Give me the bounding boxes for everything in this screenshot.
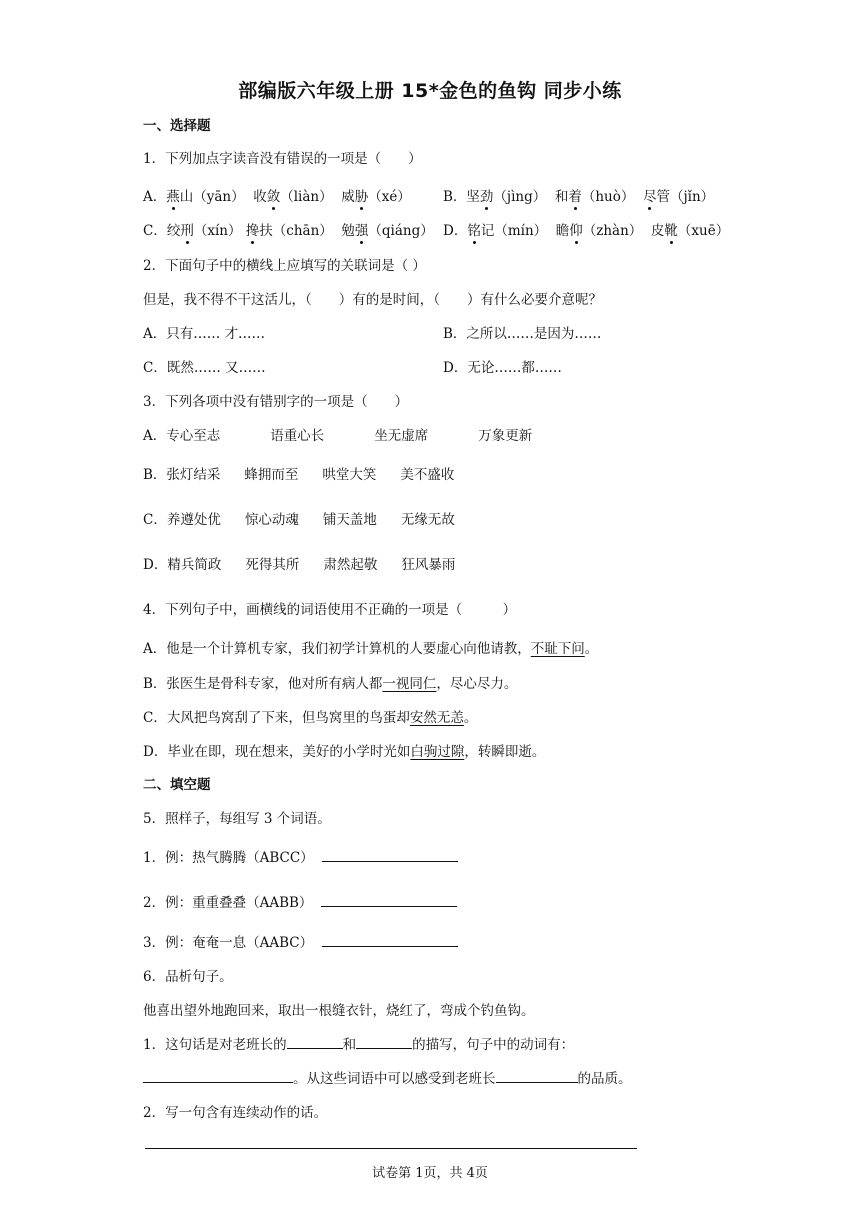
question-6-line-2: 。从这些词语中可以感受到老班长 的品质。 [143, 1067, 632, 1087]
question-4-option-d: D．毕业在即，现在想来，美好的小学时光如白驹过隙，转瞬即逝。 [143, 744, 546, 760]
question-4-stem: 4．下列句子中，画横线的词语使用不正确的一项是（ ） [143, 602, 517, 618]
question-1-option-d: D．铭记（mín） 瞻仰（zhàn） 皮靴（xuē） [443, 219, 729, 239]
question-2-option-a: A．只有…… 才…… [143, 326, 266, 342]
answer-blank[interactable] [287, 1036, 343, 1049]
question-1-option-c: C．绞刑（xín） 搀扶（chān） 勉强（qiáng） [143, 219, 434, 239]
question-5-item-2: 2．例：重重叠叠（AABB） [143, 891, 457, 911]
question-3-option-c: C．养遵处优 惊心动魂 铺天盖地 无缘无故 [143, 512, 455, 528]
question-1-option-a: A．燕山（yān） 收敛（liàn） 威胁（xé） [143, 185, 411, 205]
question-3-option-a: A．专心至志 语重心长 坐无虚席 万象更新 [143, 428, 533, 444]
question-2-option-d: D．无论……都…… [443, 360, 562, 376]
question-2-option-c: C．既然…… 又…… [143, 360, 266, 376]
question-2-sentence: 但是，我不得不干这活儿，（ ）有的是时间，（ ）有什么必要介意呢？ [143, 292, 602, 308]
page-footer: 试卷第 1页，共 4页 [372, 1166, 488, 1181]
question-5-stem: 5．照样子，每组写 3 个词语。 [143, 811, 331, 827]
section-heading-choice: 一、选择题 [143, 118, 211, 134]
page-title: 部编版六年级上册 15*金色的鱼钩 同步小练 [238, 80, 622, 102]
answer-line[interactable] [145, 1148, 637, 1149]
question-4-option-c: C．大风把鸟窝刮了下来，但鸟窝里的鸟蛋却安然无恙。 [143, 710, 478, 726]
question-4-option-a: A．他是一个计算机专家，我们初学计算机的人要虚心向他请教，不耻下问。 [143, 641, 599, 657]
question-3-option-d: D．精兵简政 死得其所 肃然起敬 狂风暴雨 [143, 557, 456, 573]
answer-blank[interactable] [322, 849, 458, 862]
question-4-option-b: B．张医生是骨科专家，他对所有病人都一视同仁，尽心尽力。 [143, 676, 518, 692]
question-6-line-3: 2．写一句含有连续动作的话。 [143, 1105, 328, 1121]
answer-blank[interactable] [143, 1070, 293, 1083]
question-6-stem: 6．品析句子。 [143, 969, 233, 985]
question-6-sentence: 他喜出望外地跑回来，取出一根缝衣针，烧红了，弯成个钓鱼钩。 [143, 1003, 535, 1019]
answer-blank[interactable] [356, 1036, 412, 1049]
question-3-option-b: B．张灯结采 蜂拥而至 哄堂大笑 美不盛收 [143, 467, 455, 483]
question-1-stem: 1．下列加点字读音没有错误的一项是（ ） [143, 151, 422, 167]
answer-blank[interactable] [496, 1070, 578, 1083]
question-6-line-1: 1．这句话是对老班长的 和 的描写，句子中的动词有： [143, 1037, 575, 1053]
answer-blank[interactable] [322, 934, 458, 947]
answer-blank[interactable] [321, 894, 457, 907]
question-1-option-b: B．坚劲（jìng） 和着（huò） 尽管（jǐn） [443, 185, 714, 205]
question-5-item-1: 1．例：热气腾腾（ABCC） [143, 846, 458, 866]
section-heading-fill: 二、填空题 [143, 777, 211, 793]
question-5-item-3: 3．例：奄奄一息（AABC） [143, 931, 458, 951]
question-3-stem: 3．下列各项中没有错别字的一项是（ ） [143, 394, 409, 410]
question-2-option-b: B．之所以……是因为…… [443, 326, 602, 342]
question-2-stem: 2．下面句子中的横线上应填写的关联词是（ ） [143, 258, 426, 274]
